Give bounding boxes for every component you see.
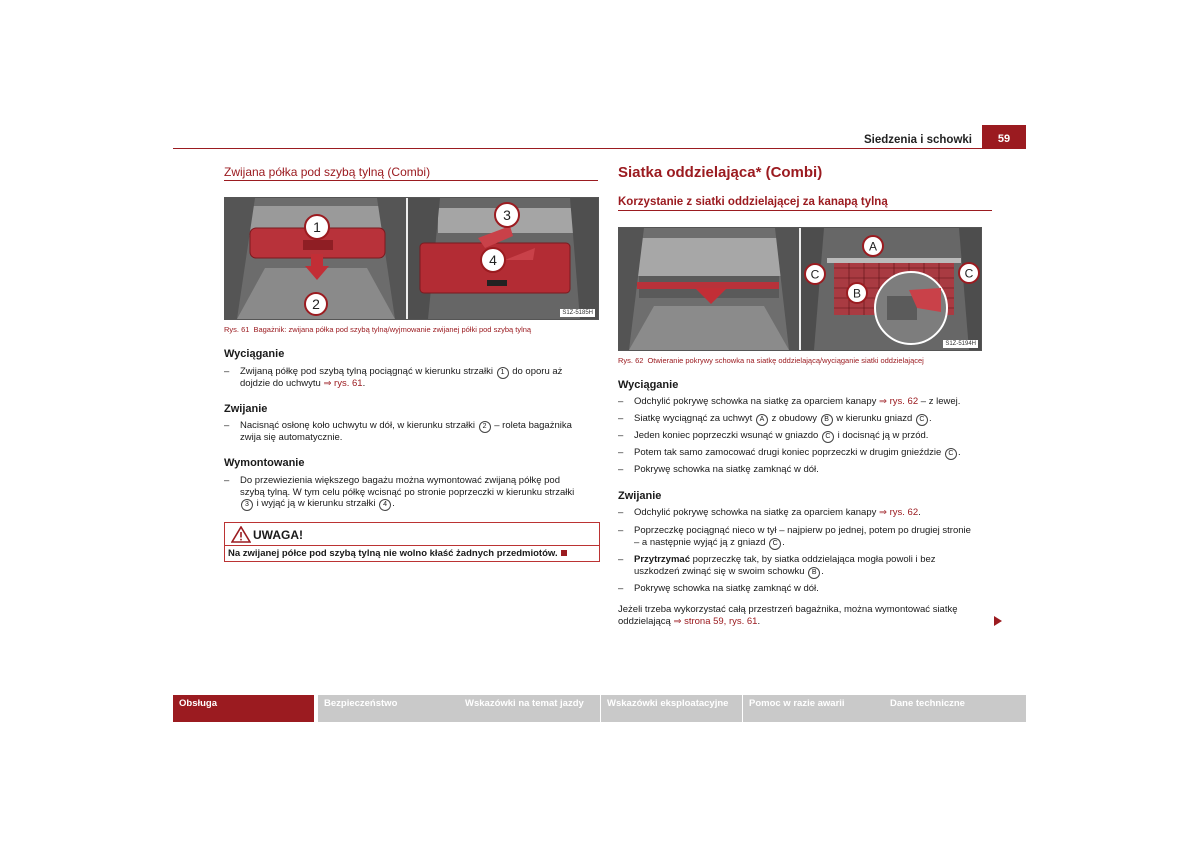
- text: Zwijaną półkę pod szybą tylną pociągnąć w kierunku strzałki: [240, 366, 493, 377]
- bullet-dash: –: [618, 554, 624, 565]
- sub-heading-rule: [618, 210, 992, 211]
- circle-marker: 3: [241, 499, 253, 511]
- bullet-dash: –: [618, 507, 624, 518]
- tab-obsluga[interactable]: Obsługa: [173, 695, 314, 722]
- figure-code: S1Z-5194H: [945, 341, 976, 347]
- end-square-icon: [561, 550, 567, 556]
- bullet-dash: –: [224, 420, 230, 431]
- bullet-dash: –: [618, 525, 624, 536]
- text: oddzielającą: [618, 616, 671, 627]
- circle-marker: C: [945, 448, 957, 460]
- circle-marker: C: [822, 431, 834, 443]
- text: .: [782, 537, 785, 548]
- left-heading: Zwijana półka pod szybą tylną (Combi): [224, 165, 431, 179]
- tab-wskazowki-eksploatacyjne[interactable]: Wskazówki eksploatacyjne: [601, 695, 742, 722]
- tab-dane-techniczne[interactable]: Dane techniczne: [884, 695, 1026, 722]
- closing-paragraph-line-2: [618, 616, 760, 628]
- figure-caption: [224, 325, 531, 335]
- text: Nacisnąć osłonę koło uchwytu w dół, w kierunku strzałki: [240, 420, 475, 431]
- text: Jeden koniec poprzeczki wsunąć w gniazdo: [634, 430, 819, 441]
- circle-marker: B: [808, 567, 820, 579]
- separation-net-illustration: [619, 228, 981, 350]
- subsection-title: Wymontowanie: [224, 457, 305, 469]
- svg-text:A: A: [868, 239, 878, 254]
- figure-caption: [618, 356, 924, 366]
- circle-marker: C: [769, 538, 781, 550]
- bullet-dash: –: [618, 447, 624, 458]
- svg-text:4: 4: [489, 252, 497, 268]
- page-link[interactable]: ⇒ strona 59, rys. 61: [673, 616, 758, 627]
- caption-label: Rys. 61: [224, 325, 250, 334]
- header-rule: [173, 148, 1026, 149]
- text: Potem tak samo zamocować drugi koniec poprzeczki w drugim gnieździe: [634, 447, 942, 458]
- list-item-line: [240, 378, 365, 390]
- text: Odchylić pokrywę schowka na siatkę za oparciem kanapy: [634, 396, 877, 407]
- figure-link[interactable]: ⇒ rys. 61: [323, 378, 363, 389]
- list-item-line: Pokrywę schowka na siatkę zamknąć w dół.: [634, 583, 819, 594]
- warning-header: [225, 523, 599, 546]
- text: .: [957, 447, 961, 458]
- text: – roleta bagażnika: [494, 420, 572, 431]
- tab-wskazowki-jazdy[interactable]: Wskazówki na temat jazdy: [459, 695, 600, 722]
- tab-bezpieczenstwo[interactable]: Bezpieczeństwo: [318, 695, 459, 722]
- figure-link[interactable]: ⇒ rys. 62: [879, 507, 919, 518]
- bullet-dash: –: [618, 396, 624, 407]
- text: .: [362, 378, 366, 389]
- list-item-line: zwija się automatycznie.: [240, 432, 343, 443]
- list-item-line: Pokrywę schowka na siatkę zamknąć w dół.: [634, 464, 819, 475]
- figure-link[interactable]: ⇒ rys. 62: [879, 396, 919, 407]
- list-item-line: [634, 537, 785, 550]
- subsection-title: Wyciąganie: [618, 379, 679, 391]
- tab-pomoc-awarii[interactable]: Pomoc w razie awarii: [743, 695, 884, 722]
- text: uszkodzeń zwinąć się w swoim schowku: [634, 566, 805, 577]
- list-item-line: [634, 413, 932, 426]
- closing-paragraph-line-1: Jeżeli trzeba wykorzystać całą przestrzeń bagażnika, można wymontować siatkę: [618, 604, 958, 615]
- text: dojdzie do uchwytu: [240, 378, 321, 389]
- list-item-line: [634, 430, 928, 443]
- next-page-arrow-icon[interactable]: [994, 616, 1002, 626]
- text: Siatkę wyciągnąć za uchwyt: [634, 413, 753, 424]
- list-item-line: szybą tylną. W tym celu półkę wcisnąć po stronie poprzeczki w kierunku strzałki: [240, 487, 575, 498]
- svg-text:2: 2: [312, 296, 320, 312]
- svg-text:3: 3: [503, 207, 511, 223]
- text: .: [918, 507, 921, 518]
- text: Odchylić pokrywę schowka na siatkę za oparciem kanapy: [634, 507, 877, 518]
- marker-4: [479, 246, 507, 274]
- sub-heading: Korzystanie z siatki oddzielającej za kanapą tylną: [618, 196, 888, 208]
- warning-title: UWAGA!: [253, 528, 303, 542]
- circle-marker: 4: [379, 499, 391, 511]
- text: i wyjąć ją w kierunku strzałki: [256, 498, 376, 509]
- svg-text:1: 1: [313, 219, 321, 235]
- marker-3: [493, 201, 521, 229]
- circle-marker: B: [821, 414, 833, 426]
- subsection-title: Zwijanie: [618, 490, 662, 502]
- list-item-line: [634, 396, 960, 408]
- list-item-line: [634, 447, 961, 460]
- marker-2: [303, 291, 329, 317]
- bullet-dash: –: [224, 366, 230, 377]
- text: .: [928, 413, 932, 424]
- caption-label: Rys. 62: [618, 356, 644, 365]
- main-heading: Siatka oddzielająca* (Combi): [618, 164, 823, 181]
- text: – z lewej.: [920, 396, 961, 407]
- left-heading-rule: [224, 180, 598, 181]
- text: do oporu aż: [512, 366, 563, 377]
- warning-triangle-icon: [231, 526, 251, 543]
- list-item-line: Do przewiezienia większego bagażu można wymontować zwijaną półkę pod: [240, 475, 561, 486]
- subsection-title: Wyciąganie: [224, 348, 285, 360]
- caption-text: Bagażnik: zwijana półka pod szybą tylną/wyjmowanie zwijanej półki pod szybą tylną: [253, 325, 532, 334]
- bullet-dash: –: [618, 430, 624, 441]
- figure-code: S1Z-5185H: [562, 310, 593, 316]
- subsection-title: Zwijanie: [224, 403, 268, 415]
- figure-rys-61: [224, 197, 599, 320]
- text: w kierunku gniazd: [836, 413, 913, 424]
- trunk-cover-illustration: [225, 198, 598, 319]
- text: .: [821, 566, 824, 577]
- text: Na zwijanej półce pod szybą tylną nie wolno kłaść żadnych przedmiotów.: [228, 548, 558, 559]
- marker-A: [861, 234, 885, 258]
- warning-box: [224, 522, 600, 562]
- text: z obudowy: [771, 413, 817, 424]
- bullet-dash: –: [224, 475, 230, 486]
- marker-1: [303, 213, 331, 241]
- bullet-dash: –: [618, 464, 624, 475]
- marker-B: [845, 281, 869, 305]
- text: i docisnąć ją w przód.: [837, 430, 929, 441]
- warning-text: [228, 548, 567, 560]
- circle-marker: C: [916, 414, 928, 426]
- text: .: [392, 498, 395, 509]
- list-item-line: Poprzeczkę pociągnąć nieco w tył – najpierw po jednej, potem po drugiej stronie: [634, 525, 971, 536]
- bullet-dash: –: [618, 583, 624, 594]
- text: poprzeczkę tak, by siatka oddzielająca mogła powoli i bez: [692, 554, 936, 565]
- circle-marker: 1: [497, 367, 509, 379]
- bullet-dash: –: [618, 413, 624, 424]
- marker-C-left: [803, 262, 827, 286]
- list-item-line: [634, 566, 824, 579]
- svg-text:C: C: [810, 267, 820, 282]
- marker-C-right: [957, 261, 981, 285]
- list-item-line: [240, 498, 395, 511]
- text: – a następnie wyjąć ją z gniazd: [634, 537, 766, 548]
- svg-text:B: B: [852, 286, 862, 301]
- list-item-line: [634, 507, 921, 519]
- circle-marker: 2: [479, 421, 491, 433]
- circle-marker: A: [756, 414, 768, 426]
- caption-text: Otwieranie pokrywy schowka na siatkę oddzielającą/wyciąganie siatki oddzielającej: [647, 356, 924, 365]
- list-item-line: [634, 554, 936, 566]
- svg-text:C: C: [964, 266, 974, 281]
- text: .: [757, 616, 761, 627]
- bold-text: Przytrzymać: [634, 554, 690, 565]
- figure-rys-62: [618, 227, 982, 351]
- page-number: 59: [982, 125, 1026, 148]
- section-title: Siedzenia i schowki: [863, 134, 972, 146]
